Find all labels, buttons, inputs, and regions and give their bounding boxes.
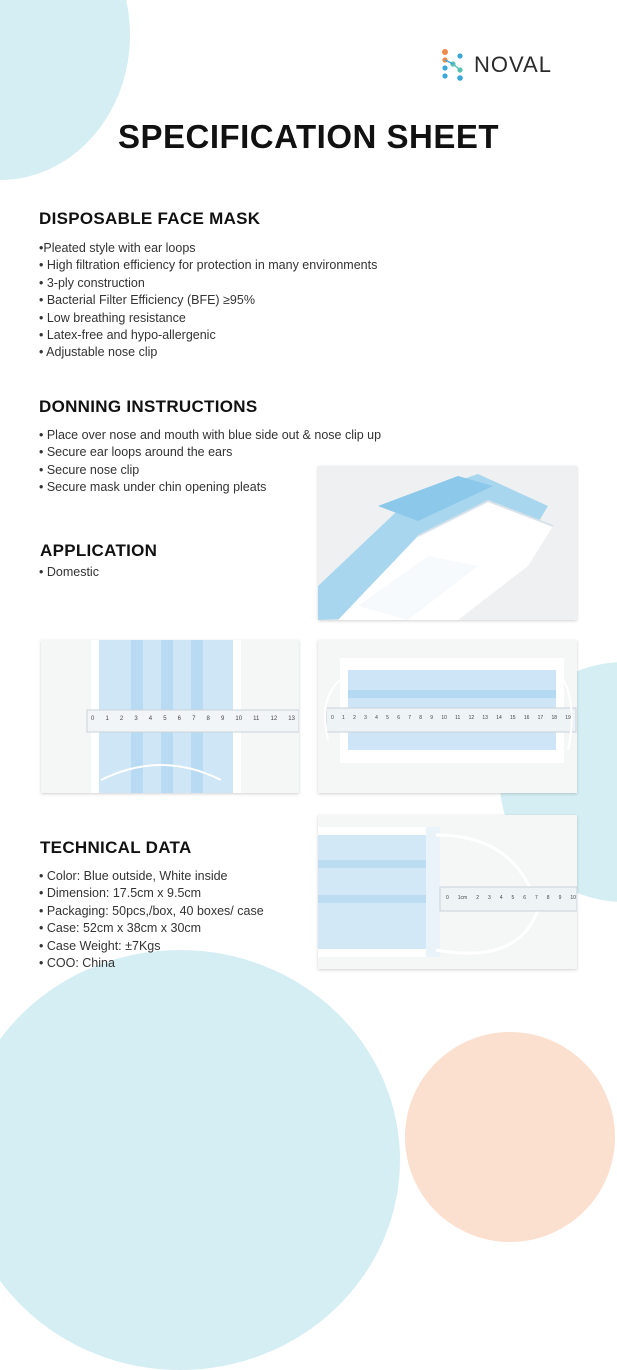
ruler-labels xyxy=(87,716,299,722)
ruler-tick-label: 0 xyxy=(91,716,95,722)
ruler-tick-label: 4 xyxy=(375,715,378,721)
ruler-tick-label: 10 xyxy=(570,895,576,901)
brand-name: NOVAL xyxy=(474,52,552,77)
list-item: •Pleated style with ear loops xyxy=(39,241,196,255)
ruler-tick-label: 6 xyxy=(523,895,527,901)
ruler-tick-label: 2 xyxy=(476,895,479,901)
page-title: SPECIFICATION SHEET xyxy=(117,118,500,155)
ruler-tick-label: 6 xyxy=(177,716,181,722)
decor-circle-bottom-left xyxy=(0,950,400,1370)
ruler-tick-label: 8 xyxy=(419,715,423,721)
list-item: • Place over nose and mouth with blue side out & nose clip up xyxy=(39,428,382,442)
ruler-tick-label: 4 xyxy=(148,716,153,722)
list-item: • Bacterial Filter Efficiency (BFE) ≥95% xyxy=(39,293,255,308)
ruler-tick-label: 10 xyxy=(235,716,243,722)
ruler-tick-label: 11 xyxy=(253,716,260,722)
list-item: • COO: China xyxy=(39,956,115,971)
mask-ruler-photo-left xyxy=(41,640,299,793)
technical-heading: TECHNICAL DATA xyxy=(40,838,192,857)
list-item: • Secure ear loops around the ears xyxy=(39,445,233,460)
ruler-tick-label: 18 xyxy=(551,715,558,721)
ruler-tick-label: 5 xyxy=(163,716,167,722)
ruler-tick-label: 3 xyxy=(364,715,367,721)
donning-heading: DONNING INSTRUCTIONS xyxy=(39,397,258,416)
ruler-tick-label: 8 xyxy=(206,716,210,722)
list-item: • Secure nose clip xyxy=(39,462,140,477)
ruler-labels xyxy=(328,715,574,721)
list-item: • Low breathing resistance xyxy=(39,310,186,325)
ruler-tick-label: 15 xyxy=(510,715,516,721)
mask-folded-photo xyxy=(318,466,577,620)
ruler-tick-label: 0 xyxy=(331,715,334,721)
list-item: • Case: 52cm x 38cm x 30cm xyxy=(39,921,202,936)
ruler-tick-label: 2 xyxy=(119,716,124,722)
list-item: • Case Weight: ±7Kgs xyxy=(39,938,161,953)
ruler-tick-label: 7 xyxy=(408,715,411,721)
application-heading: APPLICATION xyxy=(40,541,158,560)
ruler-tick-label: 5 xyxy=(386,715,389,721)
ruler-tick-label: 3 xyxy=(134,716,138,722)
mask-heading: DISPOSABLE FACE MASK xyxy=(39,209,261,228)
ruler-tick-label: 3 xyxy=(487,895,491,901)
ruler-tick-label: 1 xyxy=(105,716,109,722)
ruler-tick-label: 9 xyxy=(220,716,225,722)
noval-logo-icon xyxy=(440,48,466,82)
list-item: • Secure mask under chin opening pleats xyxy=(39,480,267,495)
ruler-tick-label: 7 xyxy=(535,895,538,901)
ruler-tick-label: 19 xyxy=(565,715,571,721)
mask-earloop-photo xyxy=(318,815,577,969)
ruler-tick-label: 4 xyxy=(499,895,503,901)
mask-feature-list xyxy=(39,240,377,362)
ruler-tick-label: 0 xyxy=(446,895,449,901)
mask-ruler-photo-right xyxy=(318,640,577,793)
application-list xyxy=(39,564,99,581)
ruler-tick-label: 2 xyxy=(353,715,356,721)
ruler-tick-label: 12 xyxy=(270,716,278,722)
ruler-tick-label: 12 xyxy=(468,715,475,721)
technical-list xyxy=(39,868,264,972)
ruler-tick-label: 9 xyxy=(558,895,562,901)
list-item: • Dimension: 17.5cm x 9.5cm xyxy=(39,886,202,901)
ruler-tick-label: 8 xyxy=(546,895,550,901)
ruler-tick-label: 17 xyxy=(537,715,544,721)
ruler-tick-label: 1cm xyxy=(457,895,468,901)
ruler-tick-label: 10 xyxy=(441,715,447,721)
list-item: • Adjustable nose clip xyxy=(39,345,158,360)
ruler-tick-label: 16 xyxy=(523,715,530,721)
ruler-tick-label: 6 xyxy=(397,715,400,721)
ruler-tick-label: 13 xyxy=(288,716,295,722)
decor-circle-bottom-right xyxy=(405,1032,615,1242)
list-item: • Packaging: 50pcs,/box, 40 boxes/ case xyxy=(39,903,264,918)
ruler-tick-label: 14 xyxy=(496,715,502,721)
list-item: • Domestic xyxy=(39,565,99,579)
list-item: • Color: Blue outside, White inside xyxy=(39,869,228,883)
list-item: • High filtration efficiency for protection in many environments xyxy=(39,258,378,273)
list-item: • 3-ply construction xyxy=(39,275,145,290)
brand-logo xyxy=(440,48,552,82)
ruler-tick-label: 7 xyxy=(192,716,196,722)
list-item: • Latex-free and hypo-allergenic xyxy=(39,328,216,343)
ruler-tick-label: 11 xyxy=(455,715,461,721)
ruler-tick-label: 9 xyxy=(430,715,434,721)
ruler-tick-label: 1 xyxy=(342,715,345,721)
ruler-labels xyxy=(446,895,576,901)
ruler-tick-label: 13 xyxy=(482,715,488,721)
ruler-tick-label: 5 xyxy=(511,895,515,901)
